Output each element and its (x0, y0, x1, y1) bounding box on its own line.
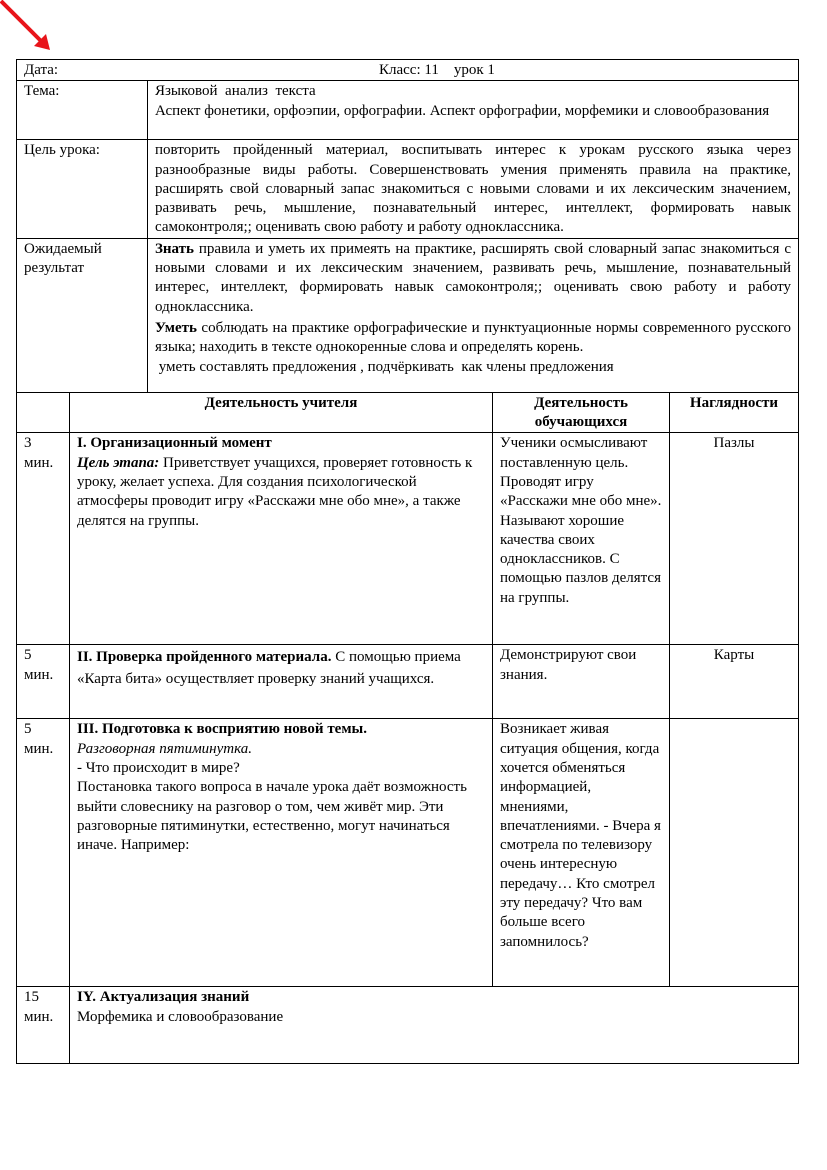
can-text: соблюдать на практике орфографические и пунктуационные нормы современного русского языка; находить в тексте однокоренные слова и определять корень. (155, 319, 792, 356)
topic-aspects: Аспект фонетики, орфоэпии, орфографии. Аспект орфографии, морфемики и словообразования (155, 102, 770, 119)
students-activity: Возникает живая ситуация общения, когда хочется обменяться информацией, мнениями, впечатлениями. - Вчера я смотрела по телевизору очень интересную передачу… Кто смотрел эту передачу? Что вам больше всего запомнилось? (493, 719, 670, 987)
topic-row (17, 81, 799, 140)
stage-title: IY. Актуализация знаний (77, 989, 250, 1006)
goal-text: повторить пройденный материал, воспитывать интерес к урокам русского языка через разнообразные виды работы. Совершенствовать умения применять правила на практике, расширять свой словарный запас знакомиться с новыми словами и их лексическим значением, развивать речь, мышление, познавательный интерес, интеллект, формировать навык самоконтроля;; оценивать свою работу и работу одноклассника. (148, 140, 799, 238)
schedule-header-row (17, 392, 799, 433)
students-activity: Демонстрируют свои знания. (493, 645, 670, 719)
expected-extra: уметь составлять предложения , подчёркивать как члены предложения (155, 358, 614, 375)
know-label: Знать (155, 240, 194, 257)
students-activity: Ученики осмысливают поставленную цель. Проводят игру «Расскажи мне обо мне». Называют хорошие качества своих одноклассников. С помощью пазлов делятся на группы. (493, 433, 670, 645)
col-time-header (17, 392, 70, 433)
can-label: Уметь (155, 319, 197, 336)
topic-title: Языковой анализ текста (155, 83, 316, 100)
class-label: Класс: 11 урок 1 (379, 62, 495, 78)
table-row (17, 645, 799, 719)
date-class-row (17, 60, 799, 81)
table-row (17, 987, 799, 1064)
stage-title: I. Организационный момент (77, 435, 272, 452)
stage-title: II. Проверка пройденного материала. (77, 649, 332, 666)
col-visuals-header: Наглядности (670, 392, 799, 433)
teacher-activity: Морфемика и словообразование (77, 1008, 284, 1025)
teacher-activity: Постановка такого вопроса в начале урока даёт возможность выйти словеснику на разговор о том, чем живёт мир. Эти разговорные пятиминутки, естественно, могут начинаться иначе. Например: (77, 779, 467, 854)
stage-goal-label: Цель этапа: (77, 454, 160, 471)
col-students-header: Деятельность обучающихся (493, 392, 670, 433)
know-text: правила и уметь их примеять на практике, расширять свой словарный запас знакомиться с новыми словами и их лексическим значением, развивать речь, мышление, познавательный интерес, интеллект, формировать навык самоконтроля;; оценивать свою работу и работу одноклассника. (155, 240, 792, 315)
stage-time: 15 мин. (17, 987, 70, 1064)
teacher-activity: Приветствует учащихся, проверяет готовность к уроку, желает успеха. Для создания психологической атмосферы проводит игру «Расскажи мне обо мне», а также делятся на группы. (77, 454, 473, 529)
col-teacher-header: Деятельность учителя (70, 392, 493, 433)
teacher-activity: С помощью приема «Карта бита» осуществляет проверку знаний учащихся. (77, 649, 461, 688)
table-row (17, 719, 799, 987)
stage-subtitle: Разговорная пятиминутка. (77, 740, 252, 757)
expected-label: Ожидаемый результат (17, 238, 148, 392)
date-label: Дата: (24, 62, 59, 78)
stage-time: 3 мин. (17, 433, 70, 645)
stage-title: III. Подготовка к восприятию новой темы. (77, 721, 368, 738)
goal-row (17, 140, 799, 238)
table-row (17, 433, 799, 645)
red-arrow-annotation-icon (0, 0, 60, 56)
lesson-plan-table (16, 59, 799, 1064)
expected-result-row (17, 238, 799, 392)
visuals (670, 719, 799, 987)
stage-time: 5 мин. (17, 645, 70, 719)
visuals: Карты (670, 645, 799, 719)
goal-label: Цель урока: (17, 140, 148, 238)
topic-label: Тема: (17, 81, 148, 140)
visuals: Пазлы (670, 433, 799, 645)
stage-time: 5 мин. (17, 719, 70, 987)
stage-question: - Что происходит в мире? (77, 759, 240, 776)
